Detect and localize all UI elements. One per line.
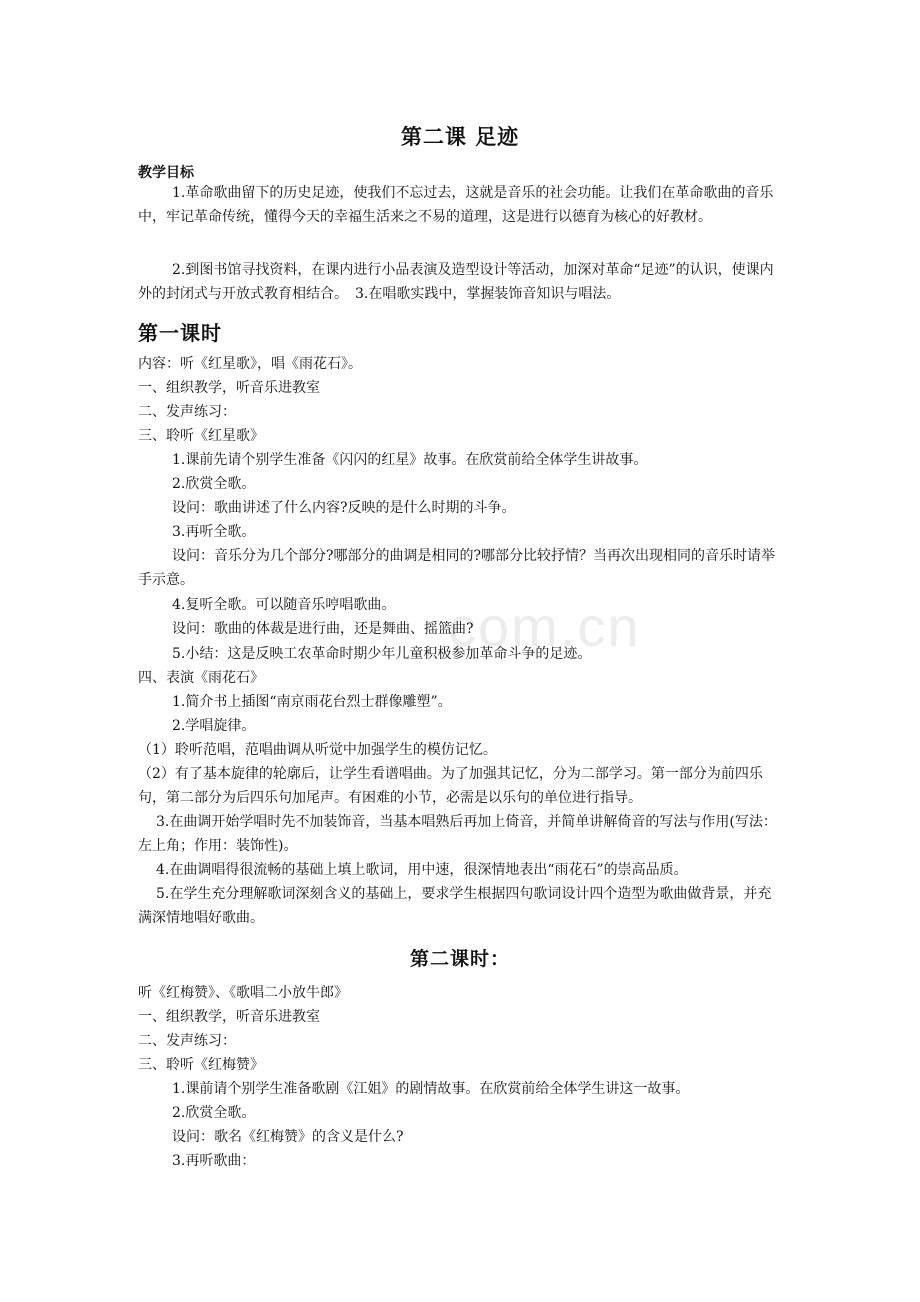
lesson1-step-3-item-2: 2.欣赏全歌。: [172, 476, 256, 492]
lesson1-step-1: 一、组织教学，听音乐进教室: [138, 380, 320, 396]
lesson1-step-4-item-3: 3.在曲调开始学唱时先不加装饰音，当基本唱熟后再加上倚音，并简单讲解倚音的写法与作用(写法：左上角；作用：装饰性)。: [138, 814, 777, 854]
lesson2-step-3-item-2: 2.欣赏全歌。: [172, 1105, 256, 1121]
lesson1-step-3-item-4: 4.复听全歌。可以随音乐哼唱歌曲。: [172, 597, 396, 613]
lesson2-content: 听《红梅赞》、《歌唱二小放牛郎》: [138, 985, 348, 1001]
lesson1-step-4-sub-2: （2）有了基本旋律的轮廓后，让学生看谱唱曲。为了加强其记忆，分为二部学习。第一部分为前四乐句，第二部分为后四乐句加尾声。有困难的小节，必需是以乐句的单位进行指导。: [138, 766, 763, 806]
watermark: com.cn: [448, 595, 641, 658]
lesson1-step-4-item-4: 4.在曲调唱得很流畅的基础上填上歌词，用中速，很深情地表出“雨花石”的崇高品质。: [156, 862, 688, 878]
lesson2-step-3: 三、聆听《红梅赞》: [138, 1057, 264, 1073]
objectives-heading: 教学目标: [138, 165, 194, 181]
lesson1-step-4-sub-1: （1）聆听范唱，范唱曲调从听觉中加强学生的模仿记忆。: [138, 742, 497, 758]
lesson1-step-3-item-5: 5.小结：这是反映工农革命时期少年儿童积极参加革命斗争的足迹。: [172, 646, 592, 662]
lesson2-heading: 第二课时：: [409, 948, 510, 970]
lesson1-step-2: 二、发声练习：: [138, 404, 236, 420]
lesson1-content: 内容：听《红星歌》，唱《雨花石》。: [138, 356, 362, 372]
lesson1-step-3: 三、聆听《红星歌》: [138, 428, 264, 444]
lesson2-question-1: 设问：歌名《红梅赞》的含义是什么?: [172, 1129, 404, 1145]
page-title: 第二课 足迹: [400, 124, 520, 149]
lesson1-question-2: 设问：音乐分为几个部分?哪部分的曲调是相同的?哪部分比较抒情？当再次出现相同的音乐时请举手示意。: [138, 548, 776, 588]
objectives-paragraph-1: 1.革命歌曲留下的历史足迹，使我们不忘过去，这就是音乐的社会功能。让我们在革命歌曲的音乐中，牢记革命传统，懂得今天的幸福生活来之不易的道理，这是进行以德育为核心的好教材。: [138, 185, 774, 225]
lesson1-step-3-item-3: 3.再听全歌。: [172, 524, 256, 540]
objectives-paragraph-2: 2.到图书馆寻找资料，在课内进行小品表演及造型设计等活动，加深对革命“足迹”的认识，使课内外的封闭式与开放式教育相结合。 3.在唱歌实践中，掌握装饰音知识与唱法。: [138, 262, 774, 302]
lesson1-question-1: 设问：歌曲讲述了什么内容?反映的是什么时期的斗争。: [172, 500, 516, 516]
lesson1-step-4: 四、表演《雨花石》: [138, 670, 264, 686]
lesson1-question-3: 设问：歌曲的体裁是进行曲，还是舞曲、摇篮曲?: [172, 621, 474, 637]
lesson1-heading: 第一课时: [138, 321, 222, 345]
lesson2-step-1: 一、组织教学，听音乐进教室: [138, 1009, 320, 1025]
lesson2-step-2: 二、发声练习：: [138, 1033, 236, 1049]
lesson1-step-4-item-2: 2.学唱旋律。: [172, 718, 256, 734]
lesson2-step-3-item-3: 3.再听歌曲：: [172, 1153, 256, 1169]
lesson1-step-4-item-1: 1.简介书上插图“南京雨花台烈士群像雕塑”。: [172, 694, 452, 710]
lesson1-step-4-item-5: 5.在学生充分理解歌词深刻含义的基础上，要求学生根据四句歌词设计四个造型为歌曲做背景，并充满深情地唱好歌曲。: [138, 886, 772, 926]
lesson2-step-3-item-1: 1.课前请个别学生准备歌剧《江姐》的剧情故事。在欣赏前给全体学生讲这一故事。: [172, 1081, 690, 1097]
lesson1-step-3-item-1: 1.课前先请个别学生准备《闪闪的红星》故事。在欣赏前给全体学生讲故事。: [172, 452, 648, 468]
